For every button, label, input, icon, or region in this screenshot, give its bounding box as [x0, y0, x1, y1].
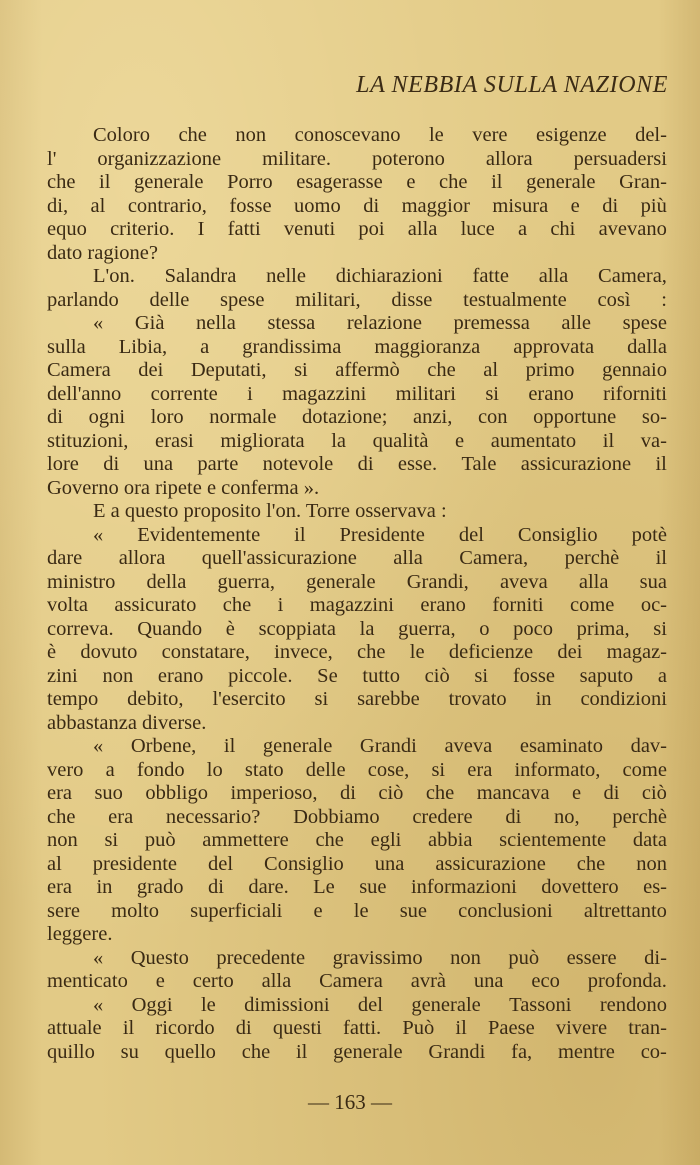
text-line: non si può ammettere che egli abbia scientemente data — [47, 829, 667, 851]
text-line: era in grado di dare. Le sue informazioni dovettero es- — [47, 876, 667, 898]
text-line: era suo obbligo imperioso, di ciò che mancava e di ciò — [47, 782, 667, 804]
text-line: l' organizzazione militare. poterono allora persuadersi — [47, 147, 667, 170]
text-line: L'on. Salandra nelle dichiarazioni fatte alla Camera, — [93, 265, 667, 287]
text-line: « Oggi le dimissioni del generale Tassoni rendono — [93, 993, 667, 1016]
text-line: dato ragione? — [47, 241, 158, 264]
text-line: equo criterio. I fatti venuti poi alla luce a chi avevano — [47, 218, 667, 240]
text-line: volta assicurato che i magazzini erano forniti come oc- — [47, 594, 667, 616]
text-line: al presidente del Consiglio una assicurazione che non — [47, 852, 667, 875]
text-line: vero a fondo lo stato delle cose, si era informato, come — [47, 758, 667, 781]
text-line: di, al contrario, fosse uomo di maggior misura e di più — [47, 194, 667, 217]
text-line: correva. Quando è scoppiata la guerra, o poco prima, si — [47, 617, 667, 640]
text-line: sere molto superficiali e le sue conclusioni altrettanto — [47, 899, 667, 922]
text-line: leggere. — [47, 923, 113, 945]
text-line: sulla Libia, a grandissima maggioranza approvata dalla — [47, 335, 667, 358]
text-line: « Già nella stessa relazione premessa alle spese — [93, 312, 667, 334]
text-line: dell'anno corrente i magazzini militari si erano riforniti — [47, 382, 667, 405]
running-header: LA NEBBIA SULLA NAZIONE — [356, 72, 668, 98]
text-line: « Evidentemente il Presidente del Consiglio potè — [93, 523, 667, 546]
text-line: « Questo precedente gravissimo non può essere di- — [93, 946, 667, 969]
text-line: Coloro che non conoscevano le vere esigenze del- — [93, 124, 667, 146]
text-line: E a questo proposito l'on. Torre osservava : — [93, 500, 447, 522]
text-line: parlando delle spese militari, disse testualmente così : — [47, 288, 667, 311]
body-text — [47, 124, 667, 1064]
text-line: che il generale Porro esagerasse e che il generale Gran- — [47, 171, 667, 193]
text-line: tempo debito, l'esercito si sarebbe trovato in condizioni — [47, 688, 667, 710]
text-line: Camera dei Deputati, si affermò che al primo gennaio — [47, 359, 667, 381]
text-line: zini non erano piccole. Se tutto ciò si fosse saputo a — [47, 664, 667, 687]
text-line: Governo ora ripete e conferma ». — [47, 476, 320, 499]
page-number: — 163 — — [308, 1090, 392, 1114]
text-line: di ogni loro normale dotazione; anzi, con opportune so- — [47, 406, 667, 428]
text-line: stituzioni, erasi migliorata la qualità e aumentato il va- — [47, 429, 667, 452]
text-line: è dovuto constatare, invece, che le deficienze dei magaz- — [47, 641, 667, 663]
text-line: attuale il ricordo di questi fatti. Può il Paese vivere tran- — [47, 1017, 667, 1039]
text-line: menticato e certo alla Camera avrà una eco profonda. — [47, 970, 667, 992]
text-line: che era necessario? Dobbiamo credere di no, perchè — [47, 805, 667, 828]
text-line: dare allora quell'assicurazione alla Camera, perchè il — [47, 547, 667, 569]
text-line: abbastanza diverse. — [47, 711, 207, 734]
text-line: lore di una parte notevole di esse. Tale assicurazione il — [47, 453, 667, 475]
text-line: quillo su quello che il generale Grandi fa, mentre co- — [47, 1040, 667, 1063]
text-line: « Orbene, il generale Grandi aveva esaminato dav- — [93, 735, 667, 757]
text-line: ministro della guerra, generale Grandi, aveva alla sua — [47, 570, 667, 593]
